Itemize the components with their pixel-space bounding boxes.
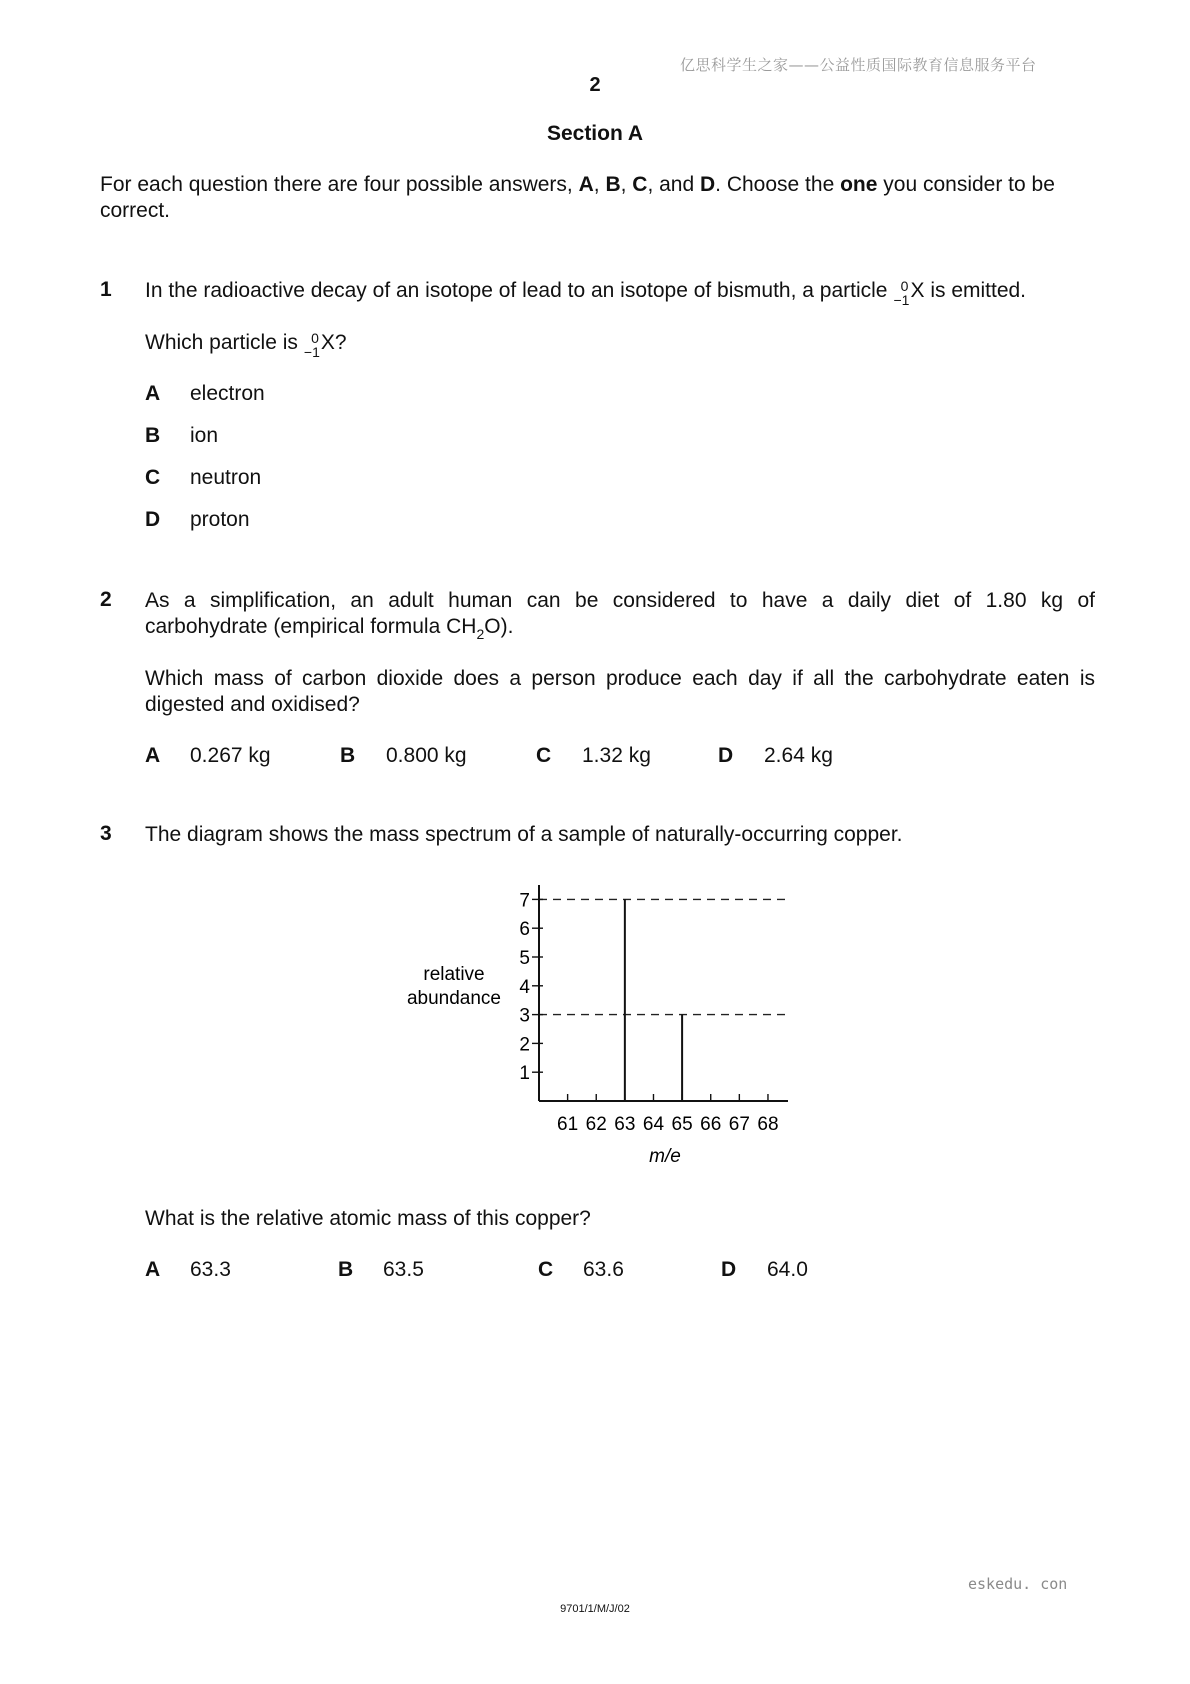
x-tick-label: 62	[585, 1114, 607, 1135]
instructions-letter-b: B	[605, 173, 621, 196]
y-tick-label: 6	[519, 919, 530, 941]
section-title: Section A	[546, 122, 644, 145]
question-2-prompt-line-1: Which mass of carbon dioxide does a person produce each day if all the carbohydrate eaten is	[145, 667, 1095, 690]
option-text: 63.5	[383, 1258, 424, 1281]
question-2-prompt-line-2: digested and oxidised?	[145, 693, 360, 716]
question-3-prompt: What is the relative atomic mass of this copper?	[145, 1207, 591, 1230]
option-letter: B	[340, 744, 356, 767]
instructions-letter-a: A	[578, 173, 594, 196]
nuclide-charge-number: −1	[893, 292, 910, 308]
option-text: ion	[190, 424, 219, 447]
page-number: 2	[589, 74, 601, 96]
instructions-text: For each question there are four possible answers,	[100, 173, 579, 196]
footer-code: 9701/1/M/J/02	[560, 1603, 630, 1615]
question-2-line-2-end: O).	[484, 615, 514, 638]
option-text: 1.32 kg	[582, 744, 651, 767]
question-1-prompt-end: X?	[320, 331, 347, 354]
option-text: neutron	[190, 466, 262, 489]
nuclide-mass-number: 0	[311, 330, 319, 346]
instructions-text: you consider to be	[877, 173, 1055, 196]
instructions-letter-c: C	[632, 173, 648, 196]
question-2-number: 2	[100, 588, 112, 611]
question-3-text: The diagram shows the mass spectrum of a sample of naturally-occurring copper.	[145, 823, 903, 846]
question-1-prompt-text: Which particle is	[145, 331, 298, 354]
footer-watermark: eskedu. con	[968, 1575, 1068, 1593]
instructions-sep: , and	[647, 173, 700, 196]
question-1-number: 1	[100, 278, 112, 301]
option-letter: C	[538, 1258, 554, 1281]
option-letter: B	[338, 1258, 354, 1281]
x-tick-label: 66	[700, 1114, 722, 1135]
option-text: proton	[190, 508, 250, 531]
option-letter: D	[718, 744, 734, 767]
option-letter: B	[145, 424, 161, 447]
formula-subscript: 2	[476, 626, 485, 642]
y-tick-label: 5	[519, 948, 530, 969]
question-3-number: 3	[100, 822, 112, 845]
x-tick-label: 61	[557, 1114, 579, 1135]
y-tick-label: 1	[519, 1063, 530, 1085]
nuclide-charge-number: −1	[303, 344, 320, 360]
instructions-sep: ,	[620, 173, 633, 196]
question-2-line-1: As a simplification, an adult human can be considered to have a daily diet of 1.80 kg of	[145, 589, 1095, 612]
instructions-line-2: correct.	[100, 199, 171, 222]
x-tick-label: 64	[642, 1114, 665, 1135]
x-tick-label: 67	[728, 1114, 750, 1135]
y-tick-label: 3	[519, 1005, 530, 1027]
x-tick-label: 65	[671, 1114, 693, 1135]
y-tick-label: 7	[519, 890, 530, 912]
option-text: 0.800 kg	[386, 744, 467, 767]
header-watermark: 亿思科学生之家——公益性质国际教育信息服务平台	[680, 56, 1037, 74]
y-tick-label: 4	[519, 976, 530, 998]
y-axis-label-line-2: abundance	[406, 988, 502, 1009]
option-letter: A	[145, 1258, 161, 1281]
option-text: 0.267 kg	[190, 744, 271, 767]
option-text: 2.64 kg	[764, 744, 833, 767]
instructions-sep: ,	[593, 173, 606, 196]
y-tick-label: 2	[519, 1034, 530, 1056]
option-letter: D	[145, 508, 161, 531]
question-1-stem: In the radioactive decay of an isotope of lead to an isotope of bismuth, a particle	[145, 279, 888, 302]
y-axis-label-line-1: relative	[423, 964, 485, 985]
option-letter: A	[145, 382, 161, 405]
x-tick-label: 68	[757, 1114, 779, 1135]
option-letter: D	[721, 1258, 737, 1281]
option-letter: C	[536, 744, 552, 767]
x-axis-label: m/e	[649, 1146, 681, 1167]
option-letter: C	[145, 466, 161, 489]
instructions-letter-d: D	[700, 173, 716, 196]
instructions-emphasis-one: one	[840, 173, 878, 196]
x-tick-label: 63	[614, 1114, 636, 1135]
option-text: 63.3	[190, 1258, 231, 1281]
question-1-stem-end: is emitted.	[924, 279, 1027, 302]
option-text: 63.6	[583, 1258, 624, 1281]
option-letter: A	[145, 744, 161, 767]
nuclide-mass-number: 0	[900, 278, 909, 294]
question-2-line-2-text: carbohydrate (empirical formula CH	[145, 615, 477, 638]
option-text: 64.0	[767, 1258, 808, 1281]
option-text: electron	[190, 382, 265, 405]
instructions-text: . Choose the	[715, 173, 841, 196]
nuclide-letter: X	[910, 279, 925, 302]
